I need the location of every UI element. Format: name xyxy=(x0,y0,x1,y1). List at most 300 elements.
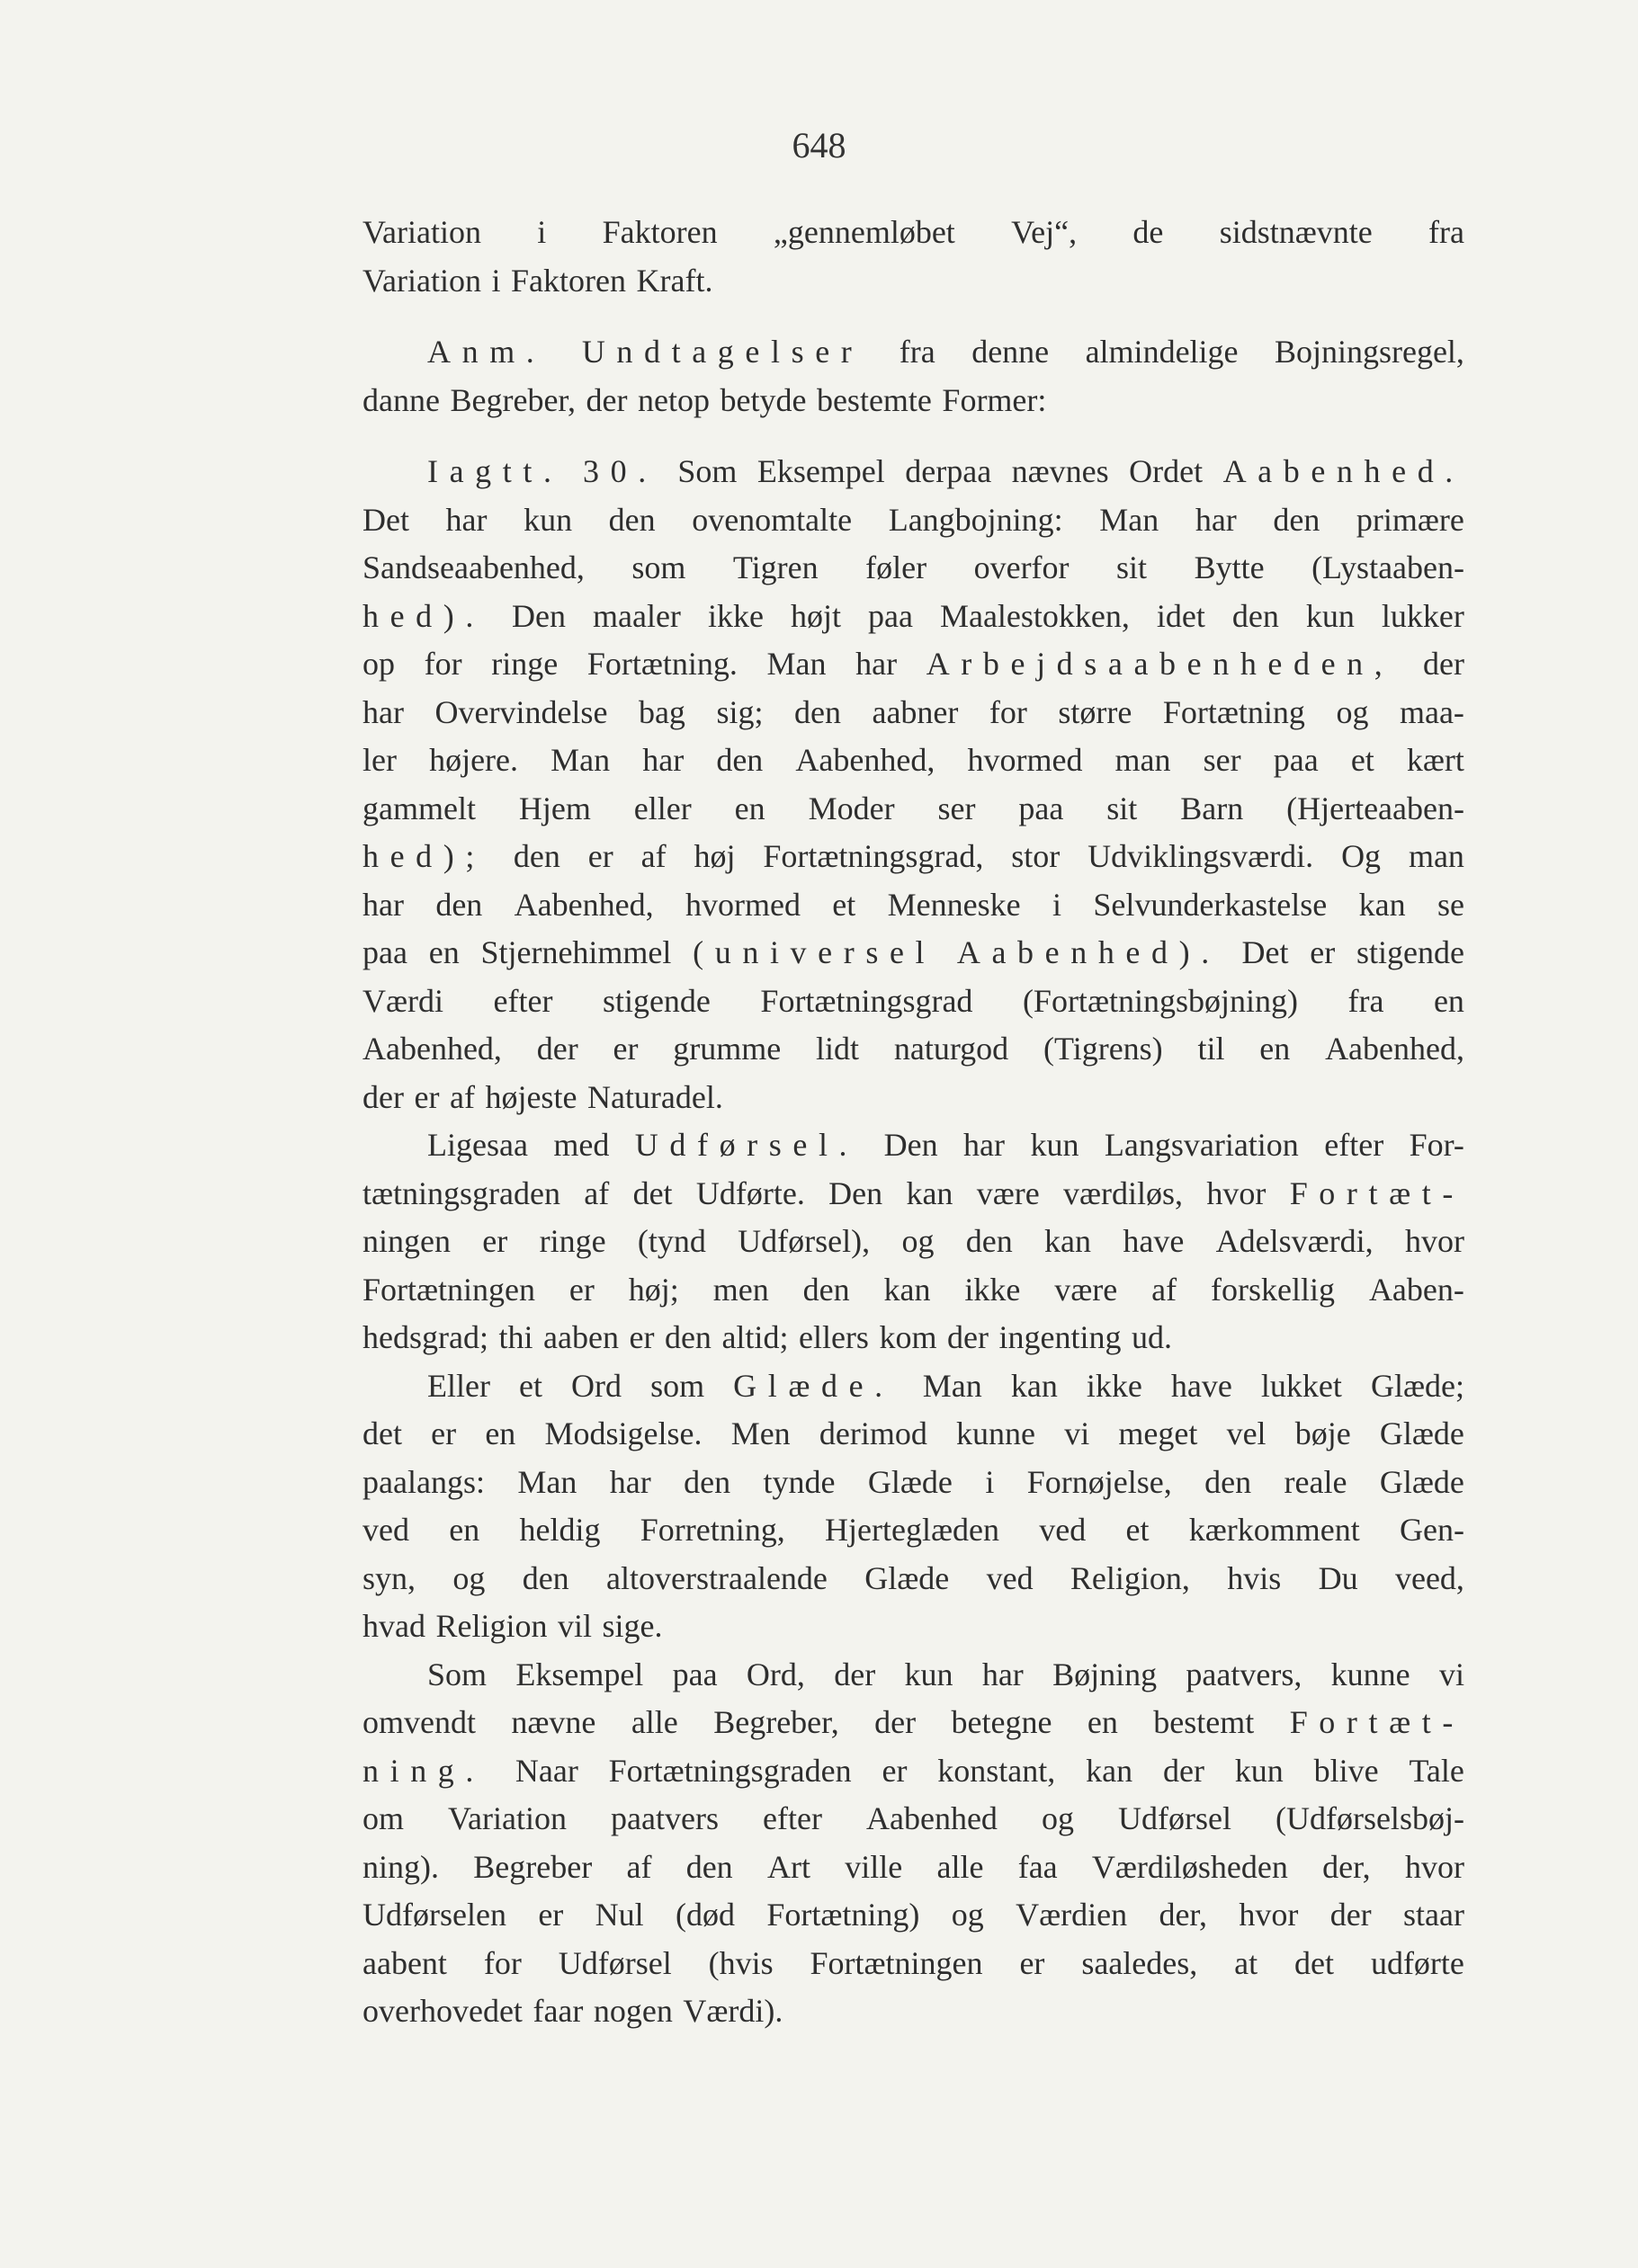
word: Aabenhed, xyxy=(363,1031,502,1067)
word: hvor xyxy=(1404,1223,1464,1259)
word: den xyxy=(965,1223,1013,1259)
word: Som xyxy=(427,1656,488,1692)
word: der xyxy=(1329,1897,1372,1933)
word: efter xyxy=(1324,1127,1384,1163)
word: vel xyxy=(1226,1415,1267,1451)
word: Man xyxy=(1099,501,1159,538)
word: hvor xyxy=(1239,1897,1299,1933)
word: et xyxy=(832,886,856,923)
word: Art xyxy=(766,1848,810,1885)
text-line xyxy=(363,785,1464,834)
word: Hjerteglæden xyxy=(825,1512,999,1548)
paragraph-p2 xyxy=(363,328,1464,424)
word: Variation xyxy=(363,214,481,250)
word: Man xyxy=(550,742,611,778)
word: har xyxy=(609,1463,651,1500)
word: i xyxy=(537,214,547,250)
word: bag xyxy=(638,693,685,730)
word: Aabenhed, xyxy=(514,886,654,923)
word: Former: xyxy=(942,381,1047,418)
word: en xyxy=(1259,1031,1291,1067)
word: en xyxy=(449,1512,480,1548)
word: Aabenhed). xyxy=(956,934,1221,970)
word: Ligesaa xyxy=(427,1127,528,1163)
word: Aabenhed, xyxy=(795,742,935,778)
word: den xyxy=(684,1463,731,1500)
word: hvor xyxy=(1404,1848,1464,1885)
text-line xyxy=(363,1844,1464,1892)
word: føler xyxy=(865,549,927,585)
word: i xyxy=(491,262,501,299)
text-line xyxy=(363,1266,1464,1315)
word: fra xyxy=(1347,982,1384,1019)
word: den xyxy=(793,693,841,730)
word: ler xyxy=(363,742,397,778)
word: sig; xyxy=(716,693,764,730)
word: Selvunderkastelse xyxy=(1093,886,1328,923)
word: man xyxy=(1408,838,1464,874)
text-line xyxy=(363,689,1464,737)
word: for xyxy=(989,693,1027,730)
word: høj xyxy=(694,838,736,874)
text-line xyxy=(363,929,1464,978)
text-line xyxy=(363,1891,1464,1940)
word: faar xyxy=(533,1993,584,2029)
word: ning. xyxy=(363,1752,486,1789)
text-line xyxy=(363,737,1464,785)
word: ning). xyxy=(363,1848,439,1885)
word: bestemte xyxy=(816,381,932,418)
word: Nul xyxy=(595,1897,644,1933)
word: som xyxy=(631,549,686,585)
paragraph-p6 xyxy=(363,1651,1464,2036)
word: der xyxy=(1162,1752,1204,1789)
word: højeste xyxy=(485,1078,577,1115)
word: et xyxy=(1350,742,1374,778)
word: kun xyxy=(904,1656,953,1692)
word: faa xyxy=(1017,1848,1058,1885)
word: Den xyxy=(883,1127,938,1163)
word: Eller xyxy=(427,1367,490,1404)
word: Ord xyxy=(571,1367,622,1404)
word: og xyxy=(452,1559,486,1596)
word: Religion xyxy=(435,1608,548,1644)
word: (Hjerteaaben- xyxy=(1286,790,1464,826)
word: Vej“, xyxy=(1011,214,1078,250)
word: overfor xyxy=(973,549,1070,585)
word: Værdi). xyxy=(683,1993,783,2029)
word: Ordet xyxy=(1129,453,1204,489)
word: alle xyxy=(936,1848,984,1885)
word: har xyxy=(363,886,404,923)
word: har xyxy=(981,1656,1024,1692)
word: Variation xyxy=(363,262,481,299)
word: derpaa xyxy=(905,453,992,489)
word: ringe xyxy=(539,1223,606,1259)
word: Glæde xyxy=(1379,1463,1464,1500)
text-line xyxy=(363,1121,1464,1170)
word: paa xyxy=(363,934,407,970)
word: hedsgrad; xyxy=(363,1319,488,1355)
word: Fortætningsgrad xyxy=(760,982,973,1019)
word: for xyxy=(424,646,462,682)
word: almindelige xyxy=(1085,334,1239,370)
word: Fortæt- xyxy=(1289,1704,1464,1740)
word: Bøjning xyxy=(1052,1656,1158,1692)
word: se xyxy=(1437,886,1464,923)
word: der xyxy=(946,1319,989,1355)
word: konstant, xyxy=(937,1752,1056,1789)
word: lukket xyxy=(1260,1367,1342,1404)
word: tynde xyxy=(763,1463,836,1500)
word: „gennemløbet xyxy=(773,214,955,250)
word: Bytte xyxy=(1194,549,1265,585)
word: bøje xyxy=(1294,1415,1351,1451)
word: at xyxy=(1234,1944,1258,1981)
word: der xyxy=(874,1704,917,1740)
word: hvormed xyxy=(685,886,801,923)
word: Værdien xyxy=(1016,1897,1128,1933)
word: kan xyxy=(1358,886,1406,923)
word: af xyxy=(1151,1271,1177,1308)
word: eller xyxy=(633,790,692,826)
word: Fortætningen xyxy=(363,1271,536,1308)
word: den xyxy=(664,1319,712,1355)
word: er xyxy=(613,1031,639,1067)
word: Udførsel. xyxy=(634,1127,859,1163)
text-line xyxy=(363,209,1464,257)
word: af xyxy=(584,1174,610,1211)
word: gammelt xyxy=(363,790,476,826)
word: der, xyxy=(1322,1848,1371,1885)
word: som xyxy=(650,1367,705,1404)
word: Glæde xyxy=(864,1559,950,1596)
word: der xyxy=(1423,646,1464,682)
word: Religion, xyxy=(1070,1559,1190,1596)
word: (Lystaaben- xyxy=(1311,549,1464,585)
text-line xyxy=(363,1314,1464,1362)
word: ikke xyxy=(964,1271,1021,1308)
word: paa xyxy=(867,597,913,634)
word: ringe xyxy=(491,646,559,682)
word: ud. xyxy=(1131,1319,1172,1355)
word: af xyxy=(626,1848,652,1885)
word: Glæde xyxy=(867,1463,953,1500)
word: ikke xyxy=(1086,1367,1142,1404)
word: en xyxy=(485,1415,516,1451)
word: er xyxy=(568,1271,595,1308)
body-text xyxy=(363,209,1464,2036)
text-line xyxy=(363,1362,1464,1411)
word: ovenomtalte xyxy=(692,501,853,538)
word: op xyxy=(363,646,395,682)
word: Tigren xyxy=(732,549,819,585)
word: kan xyxy=(1044,1223,1092,1259)
word: den xyxy=(1273,501,1320,538)
word: betyde xyxy=(720,381,807,418)
text-line xyxy=(363,1795,1464,1844)
word: altid; xyxy=(721,1319,789,1355)
word: Adelsværdi, xyxy=(1215,1223,1374,1259)
text-line xyxy=(363,1218,1464,1266)
word: Udviklingsværdi. xyxy=(1088,838,1314,874)
word: bestemt xyxy=(1153,1704,1255,1740)
word: primære xyxy=(1356,501,1464,538)
word: Glæde; xyxy=(1370,1367,1464,1404)
word: have xyxy=(1123,1223,1185,1259)
word: ved xyxy=(986,1559,1034,1596)
word: om xyxy=(363,1800,405,1836)
word: (Fortætningsbøjning) xyxy=(1022,982,1298,1019)
paragraph-p3 xyxy=(363,448,1464,1121)
word: være xyxy=(1054,1271,1118,1308)
word: kunne xyxy=(1330,1656,1410,1692)
word: omvendt xyxy=(363,1704,476,1740)
word: hvormed xyxy=(967,742,1083,778)
word: kun xyxy=(1234,1752,1284,1789)
word: er xyxy=(587,838,613,874)
word: Udførsel), xyxy=(738,1223,871,1259)
word: thi xyxy=(498,1319,533,1355)
word: ellers xyxy=(798,1319,869,1355)
word: for xyxy=(483,1944,522,1981)
word: er xyxy=(629,1319,655,1355)
word: højt xyxy=(790,597,841,634)
word: lukker xyxy=(1381,597,1464,634)
word: have xyxy=(1170,1367,1232,1404)
word: paa xyxy=(1018,790,1064,826)
word: af xyxy=(449,1078,475,1115)
word: til xyxy=(1197,1031,1225,1067)
word: (hvis xyxy=(708,1944,774,1981)
word: Det xyxy=(1241,934,1289,970)
word: kun xyxy=(524,501,573,538)
word: er xyxy=(482,1223,508,1259)
word: de xyxy=(1132,214,1164,250)
word: Men xyxy=(730,1415,791,1451)
word: Naturadel. xyxy=(586,1078,723,1115)
word: kan xyxy=(883,1271,931,1308)
word: Begreber xyxy=(473,1848,593,1885)
word: udførte xyxy=(1370,1944,1464,1981)
text-line xyxy=(363,1747,1464,1796)
word: Man xyxy=(766,646,827,682)
word: den xyxy=(685,1848,733,1885)
word: vi xyxy=(1438,1656,1464,1692)
word: Langsvariation xyxy=(1104,1127,1299,1163)
text-line xyxy=(363,1651,1464,1700)
word: veed, xyxy=(1394,1559,1464,1596)
word: Gen- xyxy=(1399,1512,1464,1548)
word: Fortætning xyxy=(1162,693,1305,730)
word: Den xyxy=(828,1174,883,1211)
word: Fortætningen xyxy=(810,1944,983,1981)
word: Anm. xyxy=(427,334,546,370)
word: danne xyxy=(363,381,440,418)
word: værdiløs, xyxy=(1063,1174,1184,1211)
word: Fortætningsgrad, xyxy=(763,838,984,874)
paragraph-p1 xyxy=(363,209,1464,305)
word: Barn xyxy=(1180,790,1244,826)
word: vi xyxy=(1064,1415,1090,1451)
word: For- xyxy=(1409,1127,1464,1163)
word: Fortætning. xyxy=(586,646,738,682)
word: stigende xyxy=(1356,934,1464,970)
word: Værdiløsheden xyxy=(1091,1848,1288,1885)
word: paatvers xyxy=(611,1800,719,1836)
word: har xyxy=(642,742,685,778)
word: Udførsel xyxy=(558,1944,672,1981)
word: efter xyxy=(763,1800,822,1836)
text-line xyxy=(363,257,1464,306)
word: meget xyxy=(1118,1415,1198,1451)
word: aabent xyxy=(363,1944,447,1981)
word: Menneske xyxy=(887,886,1021,923)
word: Langbojning: xyxy=(888,501,1063,538)
word: sit xyxy=(1116,549,1148,585)
text-line xyxy=(363,448,1464,496)
text-line xyxy=(363,978,1464,1026)
paragraph-gap xyxy=(363,305,1464,328)
word: ser xyxy=(1203,742,1241,778)
word: Forretning, xyxy=(640,1512,785,1548)
word: højere. xyxy=(429,742,519,778)
word: har xyxy=(855,646,898,682)
word: og xyxy=(951,1897,984,1933)
word: kun xyxy=(1305,597,1355,634)
word: den xyxy=(716,742,764,778)
text-line xyxy=(363,1987,1464,2036)
word: lidt xyxy=(816,1031,860,1067)
word: stor xyxy=(1011,838,1061,874)
word: maaler xyxy=(592,597,681,634)
word: der xyxy=(586,381,628,418)
word: forskellig xyxy=(1211,1271,1336,1308)
text-line xyxy=(363,1410,1464,1459)
word: heldig xyxy=(519,1512,601,1548)
word: et xyxy=(519,1367,542,1404)
word: Iagtt. xyxy=(427,453,563,489)
text-line xyxy=(363,496,1464,545)
word: kan xyxy=(1086,1752,1133,1789)
word: hed); xyxy=(363,838,486,874)
word: har xyxy=(1195,501,1237,538)
text-line xyxy=(363,377,1464,425)
word: Glæde xyxy=(1379,1415,1464,1451)
word: den xyxy=(608,501,656,538)
word: den xyxy=(435,886,483,923)
text-line xyxy=(363,1699,1464,1747)
word: der, xyxy=(1159,1897,1207,1933)
word: kunne xyxy=(956,1415,1036,1451)
word: er xyxy=(538,1897,564,1933)
word: har xyxy=(445,501,488,538)
word: Maalestokken, xyxy=(939,597,1130,634)
word: er xyxy=(882,1752,908,1789)
word: og xyxy=(1336,693,1369,730)
word: Ord, xyxy=(746,1656,805,1692)
word: naturgod xyxy=(893,1031,1009,1067)
word: man xyxy=(1114,742,1171,778)
word: nævnes xyxy=(1011,453,1109,489)
word: det xyxy=(1294,1944,1335,1981)
text-line xyxy=(363,544,1464,593)
word: der xyxy=(834,1656,876,1692)
word: Udførselen xyxy=(363,1897,506,1933)
word: Som xyxy=(677,453,738,489)
word: Fortætning) xyxy=(766,1897,920,1933)
word: grumme xyxy=(673,1031,782,1067)
word: Man xyxy=(922,1367,982,1404)
word: Modsigelse. xyxy=(544,1415,703,1451)
word: den xyxy=(1231,597,1279,634)
word: i xyxy=(1052,886,1061,923)
page-number: 648 xyxy=(792,125,846,165)
word: Udførsel xyxy=(1117,1800,1231,1836)
word: sidstnævnte xyxy=(1219,214,1373,250)
word: Fortæt- xyxy=(1289,1174,1464,1211)
word: har xyxy=(363,693,404,730)
text-line xyxy=(363,1074,1464,1122)
word: Værdi xyxy=(363,982,443,1019)
word: (Udførselsbøj- xyxy=(1275,1800,1464,1836)
word: kan xyxy=(906,1174,953,1211)
word: Glæde. xyxy=(733,1367,894,1404)
word: Naar xyxy=(515,1752,578,1789)
word: Det xyxy=(363,501,409,538)
word: Udførte. xyxy=(695,1174,805,1211)
word: Aabenhed. xyxy=(1222,453,1464,489)
word: den xyxy=(1204,1463,1252,1500)
word: hed). xyxy=(363,597,485,634)
word: Tale xyxy=(1409,1752,1464,1789)
word: (tynd xyxy=(637,1223,706,1259)
word: Undtagelser xyxy=(581,334,864,370)
text-line xyxy=(363,833,1464,881)
word: Man xyxy=(517,1463,577,1500)
word: Variation xyxy=(448,1800,568,1836)
word: sit xyxy=(1106,790,1138,826)
word: det xyxy=(363,1415,402,1451)
word: Aabenhed xyxy=(865,1800,998,1836)
word: denne xyxy=(971,334,1050,370)
word: sige. xyxy=(602,1608,663,1644)
word: Eksempel xyxy=(515,1656,644,1692)
word: Du xyxy=(1318,1559,1358,1596)
word: netop xyxy=(637,381,710,418)
word: der xyxy=(536,1031,578,1067)
word: ville xyxy=(845,1848,903,1885)
word: tætningsgraden xyxy=(363,1174,560,1211)
text-line xyxy=(363,1940,1464,1988)
word: er xyxy=(1019,1944,1045,1981)
word: paalangs: xyxy=(363,1463,485,1500)
paragraph-p4 xyxy=(363,1121,1464,1362)
word: derimod xyxy=(819,1415,927,1451)
word: blive xyxy=(1313,1752,1379,1789)
word: betegne xyxy=(951,1704,1052,1740)
word: Arbejdsaabenheden, xyxy=(926,646,1394,682)
text-line xyxy=(363,881,1464,930)
word: overhovedet xyxy=(363,1993,523,2029)
word: hvor xyxy=(1206,1174,1267,1211)
word: reale xyxy=(1284,1463,1347,1500)
word: Fortætningsgraden xyxy=(608,1752,852,1789)
word: paa xyxy=(672,1656,718,1692)
word: er xyxy=(431,1415,457,1451)
word: den xyxy=(513,838,560,874)
word: (universel xyxy=(693,934,936,970)
